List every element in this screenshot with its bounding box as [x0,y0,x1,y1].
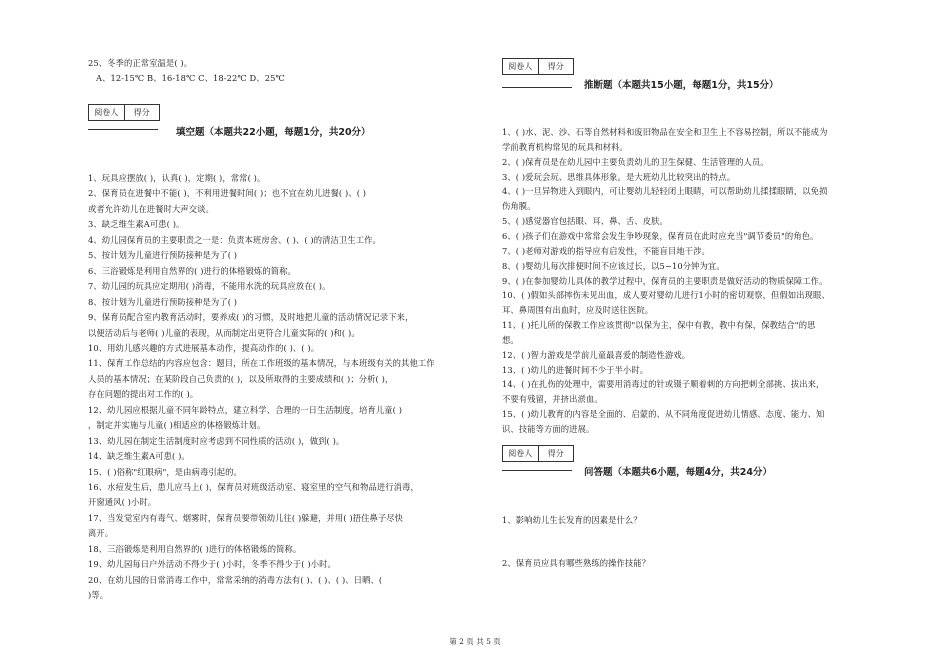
judge-question-line: 6、( )孩子们在游戏中常常会发生争吵现象，保育员在此时应充当"调节委员"的角色。 [502,230,819,241]
fill-question-line: 或者允许幼儿在进餐时大声交谈。 [88,203,214,214]
fill-question-line: 开窗通风( )小时。 [88,497,157,508]
judge-question-line: 想。 [502,334,519,345]
judge-question-line: 7、( )老师对游戏的指导应有启发性，不能盲目地干涉。 [502,245,710,256]
judge-question-line: 1、( )水、泥、沙、石等自然材料和废旧物品在安全和卫生上不容易控制，所以不能成为 [502,127,828,137]
fill-question-line: ，制定并实施与儿童( )相适应的体格锻炼计划。 [88,420,266,431]
fill-question-line: 以便活动后与老师( )儿童的表现，从而制定出更符合儿童实际的( )和( )。 [88,327,360,338]
judge-question-line: 10、( )假如头部摔伤未见出血，成人要对婴幼儿进行1小时的密切观察，但假如出现眼、 [502,290,830,301]
score-box-underline [88,129,158,130]
judge-question-line: 伤角膜。 [502,201,536,212]
qa-question-1: 1、影响幼儿生长发育的因素是什么？ [502,515,642,525]
score-box-qa [502,445,574,462]
judge-question-line: 学前教育机构常见的玩具和材料。 [502,141,628,152]
fill-section-title: 填空题（本题共22小题，每题1分，共20分） [176,127,371,138]
score-box-fill [88,104,160,121]
reviewer-label: 阅卷人 [503,59,539,74]
fill-question-line: )等。 [88,590,109,601]
score-label: 得分 [547,449,564,458]
question-25: 25、冬季的正常室温是( )。 [88,58,193,68]
score-box-underline [502,87,572,88]
question-25-options: A、12-15℃ B、16-18℃ C、18-22℃ D、25℃ [96,73,285,83]
reviewer-label: 阅卷人 [503,446,539,461]
judge-question-line: 3、( )爱玩会玩、思维具体形象。是大班幼儿比较突出的特点。 [502,171,736,182]
fill-question-line: 16、水痘发生后，患儿应马上( )，保育员对班级活动室、寝室里的空气和物品进行消毒， [88,482,419,492]
judge-question-line: 11、( )托儿所的保教工作应该贯彻"以保为主，保中有教，教中有保，保教结合"的思 [502,320,816,331]
fill-question-line: 12、幼儿园应根据儿童不同年龄特点，建立科学、合理的一日生活制度，培育儿童( ) [88,404,403,415]
fill-question-line: 6、三浴锻炼是利用自然界的( )进行的体格锻炼的简称。 [88,265,296,276]
fill-question-line: 人员的基本情况；在某阶段自己负责的( )，以及所取得的主要成绩和( )；分析( )， [88,373,394,384]
fill-question-line: 7、幼儿园的玩具应定期用( )消毒，不能用水洗的玩具应放在( )。 [88,281,331,292]
fill-question-line: 20、在幼儿园的日常消毒工作中，常常采纳的消毒方法有( )、( )、( )、日晒、( [88,574,383,585]
fill-question-line: 18、三浴锻炼是利用自然界的( )进行的体格锻炼的简称。 [88,543,302,554]
fill-question-line: 1、玩具应摆放( )，认真( )，定期( )，常常( )。 [88,173,266,183]
fill-question-line: 9、保育员配合室内教育活动时，要养成( )的习惯，及时地把儿童的活动情况记录下来， [88,312,414,323]
fill-question-line: 5、按计划为儿童进行预防接种是为了( ) [88,250,238,261]
judge-question-line: 15、( )幼儿教育的内容是全面的、启蒙的、从不同角度促进幼儿情感、态度、能力、知 [502,409,825,420]
judge-question-line: 2、( )保育员是在幼儿园中主要负责幼儿的卫生保健、生活管理的人员。 [502,156,769,167]
qa-section-title: 问答题（本题共6小题，每题4分，共24分） [584,467,772,478]
judge-question-line: 12、( )智力游戏是学前儿童最喜爱的制造性游戏。 [502,349,691,360]
fill-question-line: 17、当发觉室内有毒气、烟雾时，保育员要带领幼儿往( )躲避，并用( )捂住鼻子尽快 [88,512,404,523]
judge-question-line: 8、( )婴幼儿每次排便时间不应该过长，以5~10分钟为宜。 [502,260,725,271]
judge-section-title: 推断题（本题共15小题，每题1分，共15分） [584,80,779,91]
fill-question-line: 存在问题的提出对工作的( )。 [88,389,199,400]
fill-question-line: 10、用幼儿感兴趣的方式进展基本动作，提高动作的( )、( )。 [88,342,320,353]
fill-question-line: 8、按计划为儿童进行预防接种是为了( ) [88,296,238,307]
judge-question-line: 13、( )幼儿的进餐时间不少于半小时。 [502,364,649,375]
reviewer-label: 阅卷人 [89,105,125,120]
judge-question-line: 9、( )在参加婴幼儿具体的教学过程中，保育员的主要职责是做好活动的物质保障工作。 [502,275,828,286]
page-footer: 第 2 页 共 5 页 [449,637,501,646]
score-label: 得分 [547,62,564,71]
judge-question-line: 识、技能等方面的进展。 [502,424,595,434]
judge-question-line: 不要有残留，并挤出淤血。 [502,394,603,405]
fill-question-line: 离开。 [88,528,114,539]
fill-question-line: 11、保育工作总结的内容应包含：题目，所在工作班级的基本情况，与本班级有关的其他工作 [88,358,435,369]
score-label: 得分 [133,108,150,117]
fill-question-line: 4、幼儿园保育员的主要职责之一是：负责本班房舍、( )、( )的清洁卫生工作。 [88,234,381,245]
score-box-judge [502,58,574,75]
score-box-underline [502,470,572,471]
judge-question-line: 4、( )一旦异物进入到眼内，可让婴幼儿轻轻闭上眼睛，可以帮助幼儿揉揉眼睛，以免损 [502,186,828,197]
fill-question-line: 2、保育员在进餐中不能( )，不利用进餐时间( )；也不宜在幼儿进餐( )、( ) [88,188,367,199]
qa-question-2: 2、保育员应具有哪些熟练的操作技能？ [502,558,651,568]
fill-question-line: 14、缺乏维生素A可患( )。 [88,451,190,462]
fill-question-line: 3、缺乏维生素A可患( )。 [88,219,185,230]
judge-question-line: 5、( )感觉器官包括眼、耳、鼻、舌、皮肤。 [502,216,668,227]
judge-question-line: 耳、鼻周围有出血时，应及时送往医院。 [502,305,654,316]
fill-question-line: 15、( )俗称"红眼病"，是由病毒引起的。 [88,466,242,477]
fill-question-line: 13、幼儿园在制定生活制度时应考虑到不同性质的活动( )，做到( )。 [88,435,345,446]
fill-question-line: 19、幼儿园每日户外活动不得少于( )小时，冬季不得少于( )小时。 [88,559,336,570]
judge-question-line: 14、( )在扎伤的处理中，需要用消毒过的针或镊子顺着刺的方向把刺全部挑、拔出来， [502,379,825,390]
